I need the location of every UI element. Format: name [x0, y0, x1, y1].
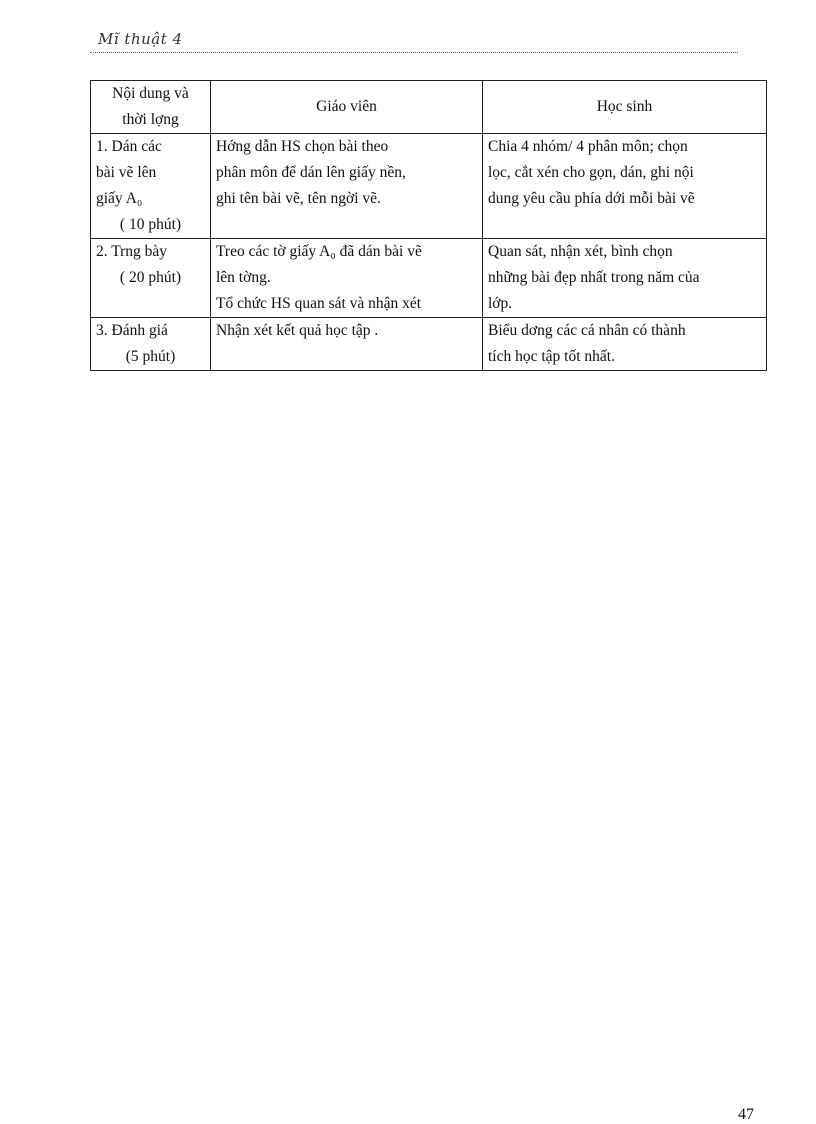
- lesson-plan-table: [90, 80, 767, 371]
- content-cell: [91, 134, 211, 239]
- cell-line: những bài đẹp nhất trong năm của: [488, 269, 700, 286]
- cell-line: Quan sát, nhận xét, bình chọn: [488, 243, 673, 260]
- table-row: [91, 134, 767, 239]
- cell-line: phân môn để dán lên giấy nền,: [216, 164, 406, 181]
- header-line: Học sinh: [596, 98, 653, 115]
- cell-line: bài vẽ lên: [96, 164, 157, 181]
- header-line: Nội dung và: [112, 85, 189, 102]
- cell-line: ( 10 phút): [119, 216, 182, 233]
- cell-line: lọc, cắt xén cho gọn, dán, ghi nội: [488, 164, 694, 181]
- header-line: thời lợng: [122, 111, 179, 128]
- cell-line: lên tờng.: [216, 269, 271, 286]
- column-header-student: [483, 81, 767, 134]
- content-cell: [91, 239, 211, 318]
- content-cell: [91, 318, 211, 371]
- cell-line: Biểu dơng các cá nhân có thành: [488, 322, 686, 339]
- cell-line: giấy A₀: [96, 190, 143, 207]
- header-divider: [90, 52, 738, 53]
- cell-line: (5 phút): [125, 348, 176, 365]
- cell-line: dung yêu cầu phía dới mỗi bài vẽ: [488, 190, 695, 207]
- page-number: 47: [738, 1106, 754, 1123]
- cell-line: tích học tập tốt nhất.: [488, 348, 615, 365]
- student-cell: [483, 134, 767, 239]
- cell-line: Treo các tờ giấy A₀ đã dán bài vẽ: [216, 243, 422, 260]
- cell-line: Chia 4 nhóm/ 4 phân môn; chọn: [488, 138, 688, 155]
- table-row: [91, 239, 767, 318]
- cell-line: ghi tên bài vẽ, tên ngời vẽ.: [216, 190, 381, 207]
- student-cell: [483, 239, 767, 318]
- cell-line: 2. Trng bày: [96, 243, 168, 260]
- header-line: Giáo viên: [316, 98, 377, 115]
- column-header-content: [91, 81, 211, 134]
- teacher-cell: [211, 318, 483, 371]
- cell-line: ( 20 phút): [119, 269, 182, 286]
- student-cell: [483, 318, 767, 371]
- cell-line: Hớng dẫn HS chọn bài theo: [216, 138, 389, 155]
- cell-line: lớp.: [488, 295, 513, 312]
- cell-line: 1. Dán các: [96, 138, 162, 155]
- table-header-row: [91, 81, 767, 134]
- cell-line: 3. Đánh giá: [96, 322, 168, 339]
- teacher-cell: [211, 239, 483, 318]
- cell-line: Nhận xét kết quả học tập .: [216, 322, 379, 339]
- column-header-teacher: [211, 81, 483, 134]
- teacher-cell: [211, 134, 483, 239]
- cell-line: Tổ chức HS quan sát và nhận xét: [216, 295, 422, 312]
- table-row: [91, 318, 767, 371]
- page-header-title: Mĩ thuật 4: [98, 30, 183, 48]
